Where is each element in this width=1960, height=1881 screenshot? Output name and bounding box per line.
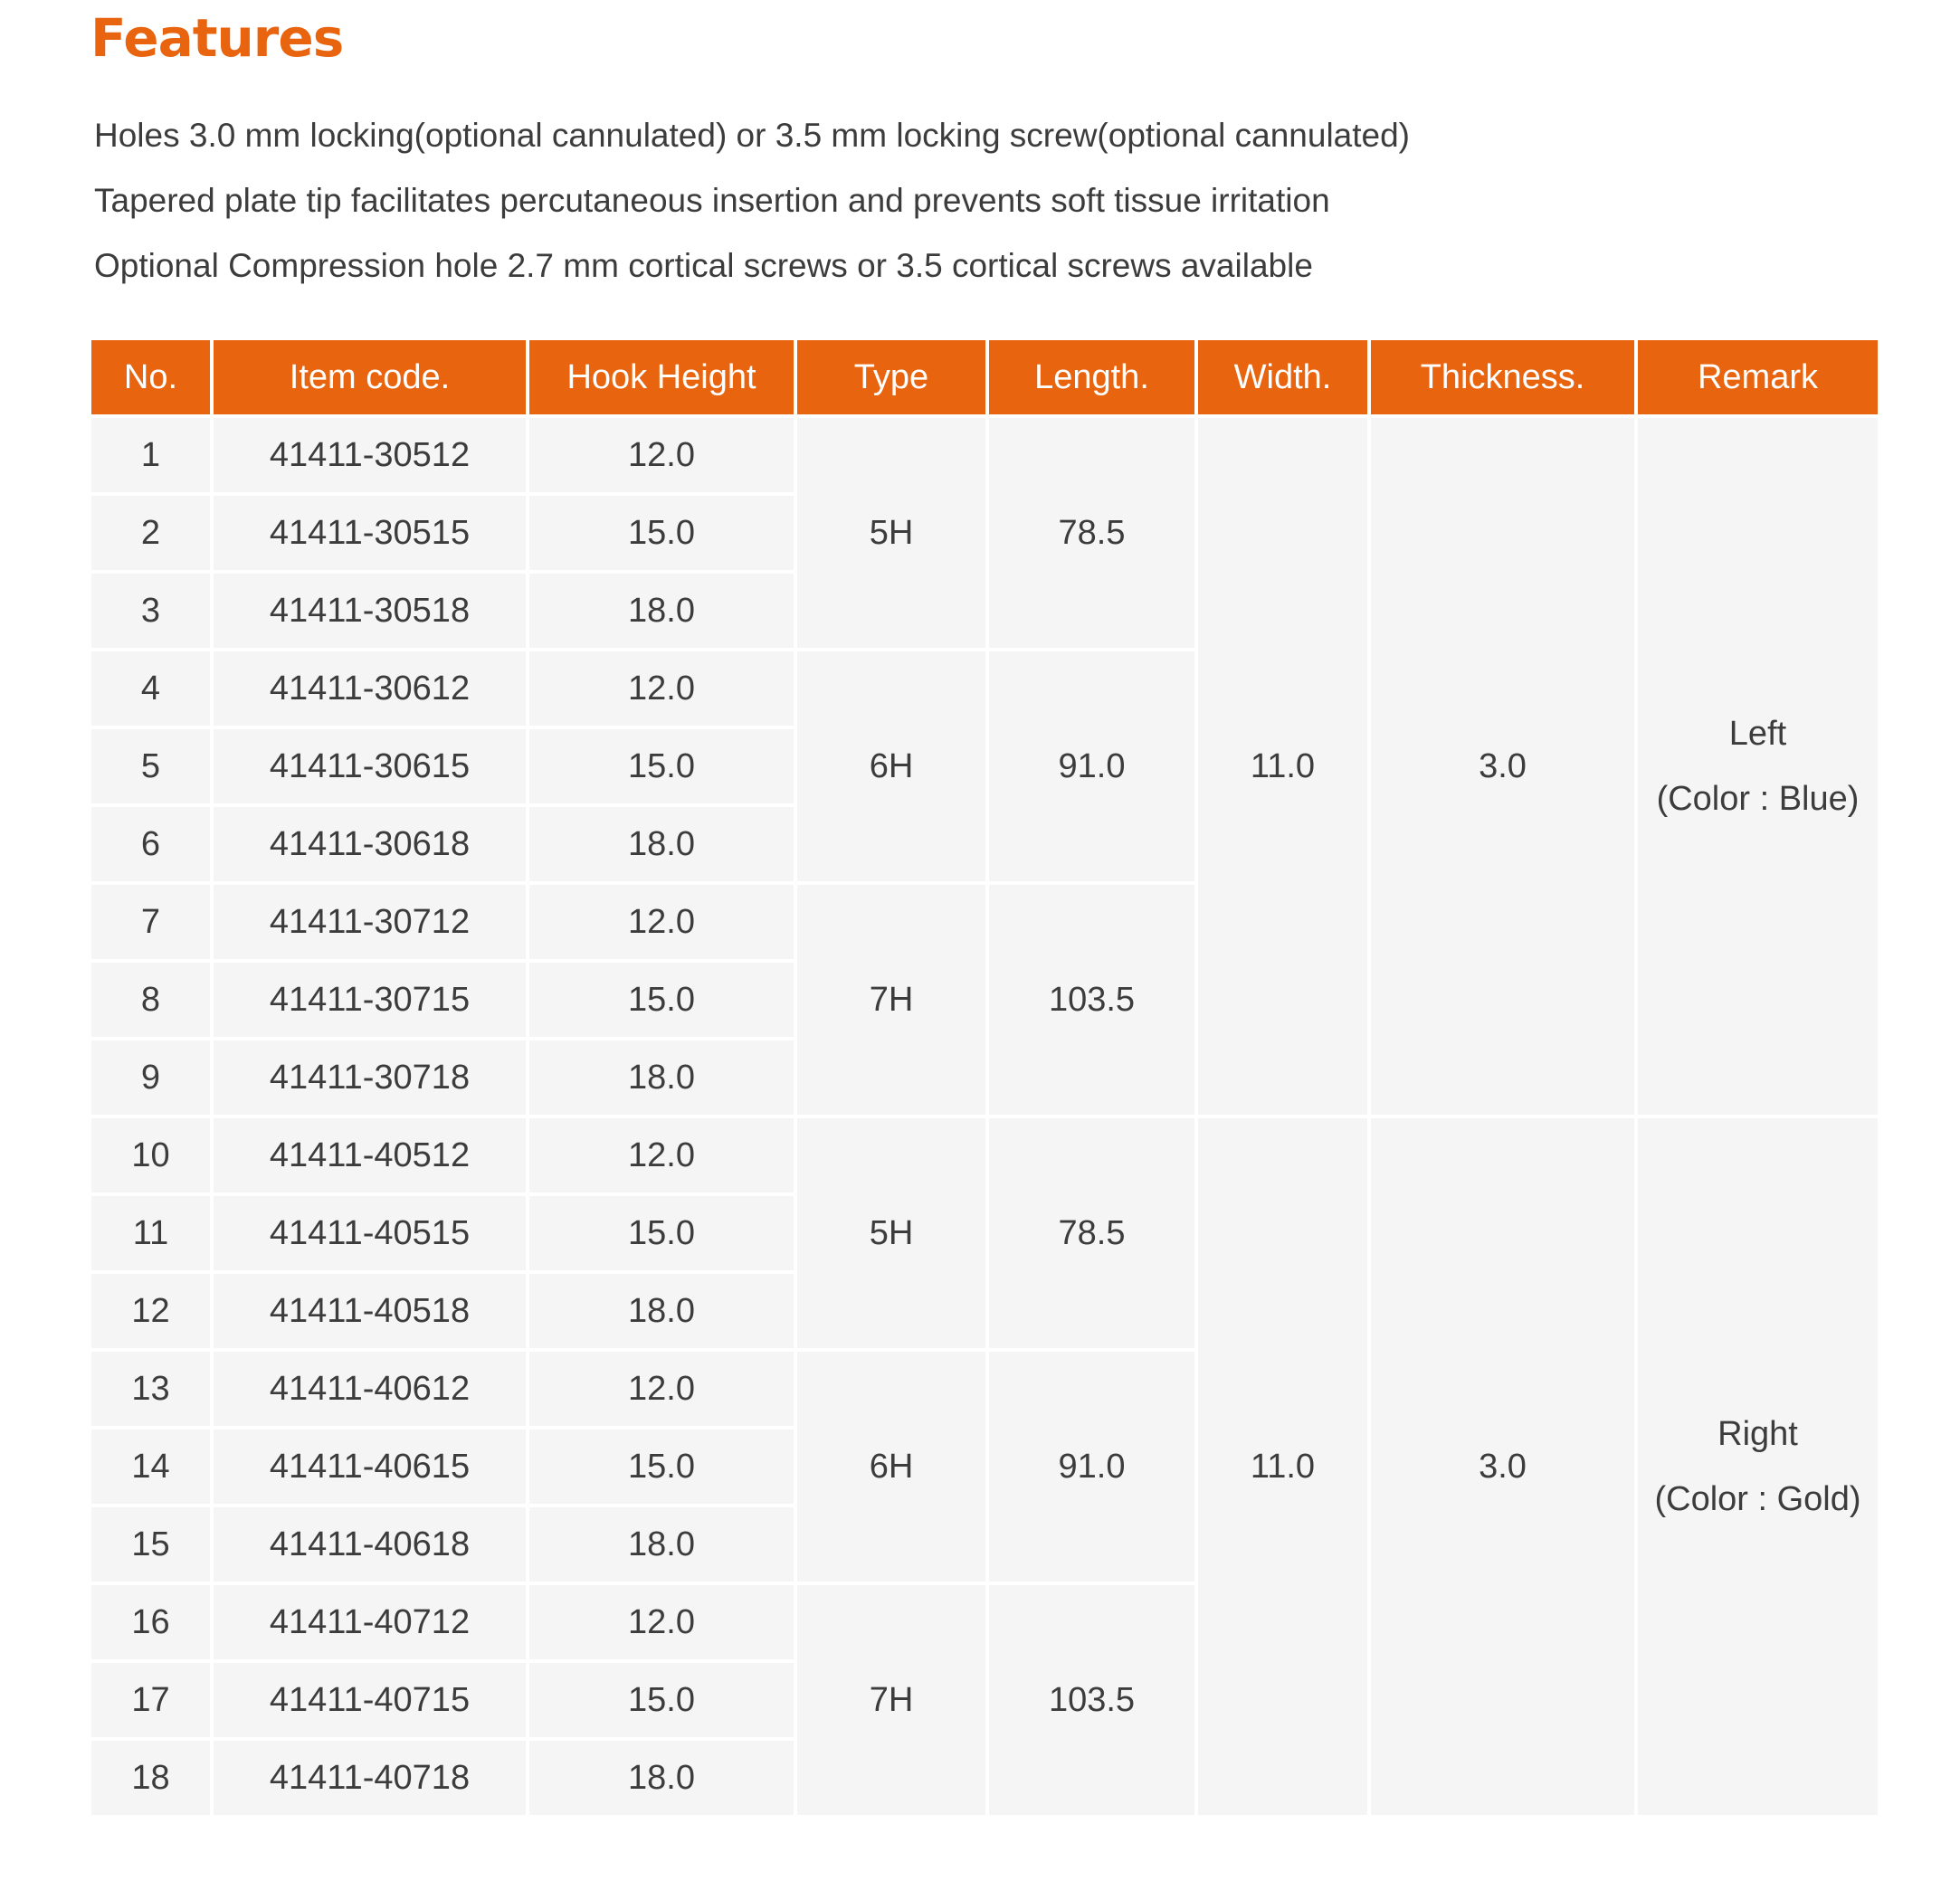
cell-item-code: 41411-30515 xyxy=(214,496,526,570)
cell-hook-height: 12.0 xyxy=(529,1118,794,1192)
cell-hook-height: 15.0 xyxy=(529,496,794,570)
feature-item: Tapered plate tip facilitates percutaneous insertion and prevents soft tissue irritation xyxy=(94,182,1330,219)
cell-item-code: 41411-30615 xyxy=(214,729,526,803)
cell-item-code: 41411-30718 xyxy=(214,1040,526,1115)
cell-no: 16 xyxy=(91,1585,210,1659)
cell-item-code: 41411-30618 xyxy=(214,807,526,881)
cell-no: 8 xyxy=(91,963,210,1037)
cell-no: 6 xyxy=(91,807,210,881)
cell-item-code: 41411-40515 xyxy=(214,1196,526,1270)
cell-hook-height: 12.0 xyxy=(529,1352,794,1426)
cell-item-code: 41411-40712 xyxy=(214,1585,526,1659)
cell-width: 11.0 xyxy=(1198,1118,1367,1815)
cell-length: 91.0 xyxy=(989,651,1194,881)
cell-no: 3 xyxy=(91,574,210,648)
cell-item-code: 41411-40512 xyxy=(214,1118,526,1192)
header-length: Length. xyxy=(989,340,1194,414)
cell-item-code: 41411-40612 xyxy=(214,1352,526,1426)
cell-length: 78.5 xyxy=(989,418,1194,648)
cell-no: 7 xyxy=(91,885,210,959)
cell-hook-height: 15.0 xyxy=(529,1663,794,1737)
feature-item: Optional Compression hole 2.7 mm cortical screws or 3.5 cortical screws available xyxy=(94,247,1313,284)
cell-remark xyxy=(1638,1118,1878,1815)
header-item-code: Item code. xyxy=(214,340,526,414)
remark-color: (Color : Blue) xyxy=(1656,780,1860,818)
features-list xyxy=(94,110,1886,306)
cell-hook-height: 15.0 xyxy=(529,1196,794,1270)
cell-item-code: 41411-40518 xyxy=(214,1274,526,1348)
cell-width: 11.0 xyxy=(1198,418,1367,1115)
table-row xyxy=(91,418,1878,492)
cell-hook-height: 12.0 xyxy=(529,885,794,959)
spec-table xyxy=(88,337,1881,1819)
cell-length: 91.0 xyxy=(989,1352,1194,1582)
cell-no: 17 xyxy=(91,1663,210,1737)
cell-item-code: 41411-30512 xyxy=(214,418,526,492)
cell-hook-height: 12.0 xyxy=(529,651,794,726)
header-type: Type xyxy=(797,340,985,414)
cell-no: 1 xyxy=(91,418,210,492)
cell-no: 5 xyxy=(91,729,210,803)
cell-no: 2 xyxy=(91,496,210,570)
cell-hook-height: 18.0 xyxy=(529,1040,794,1115)
cell-no: 18 xyxy=(91,1741,210,1815)
cell-hook-height: 12.0 xyxy=(529,418,794,492)
remark-side: Left xyxy=(1728,715,1787,753)
header-thickness: Thickness. xyxy=(1371,340,1634,414)
cell-hook-height: 15.0 xyxy=(529,729,794,803)
header-remark: Remark xyxy=(1638,340,1878,414)
cell-item-code: 41411-40615 xyxy=(214,1430,526,1504)
cell-length: 103.5 xyxy=(989,885,1194,1115)
cell-item-code: 41411-30612 xyxy=(214,651,526,726)
cell-no: 12 xyxy=(91,1274,210,1348)
cell-remark xyxy=(1638,418,1878,1115)
cell-thickness: 3.0 xyxy=(1371,418,1634,1115)
cell-type: 7H xyxy=(797,885,985,1115)
cell-no: 9 xyxy=(91,1040,210,1115)
cell-thickness: 3.0 xyxy=(1371,1118,1634,1815)
cell-no: 15 xyxy=(91,1507,210,1582)
cell-no: 4 xyxy=(91,651,210,726)
cell-hook-height: 18.0 xyxy=(529,574,794,648)
remark-side: Right xyxy=(1717,1415,1798,1453)
cell-no: 13 xyxy=(91,1352,210,1426)
cell-item-code: 41411-30712 xyxy=(214,885,526,959)
remark-color: (Color : Gold) xyxy=(1654,1480,1861,1518)
cell-type: 6H xyxy=(797,1352,985,1582)
table-header-row xyxy=(91,340,1878,414)
cell-hook-height: 15.0 xyxy=(529,963,794,1037)
cell-item-code: 41411-40618 xyxy=(214,1507,526,1582)
page-title: Features xyxy=(90,7,344,69)
cell-item-code: 41411-40718 xyxy=(214,1741,526,1815)
cell-type: 5H xyxy=(797,1118,985,1348)
header-hook-height: Hook Height xyxy=(529,340,794,414)
cell-length: 78.5 xyxy=(989,1118,1194,1348)
cell-hook-height: 18.0 xyxy=(529,807,794,881)
cell-length: 103.5 xyxy=(989,1585,1194,1815)
cell-item-code: 41411-40715 xyxy=(214,1663,526,1737)
cell-no: 10 xyxy=(91,1118,210,1192)
cell-hook-height: 18.0 xyxy=(529,1741,794,1815)
cell-type: 6H xyxy=(797,651,985,881)
cell-type: 7H xyxy=(797,1585,985,1815)
cell-hook-height: 12.0 xyxy=(529,1585,794,1659)
header-width: Width. xyxy=(1198,340,1367,414)
cell-item-code: 41411-30518 xyxy=(214,574,526,648)
feature-item: Holes 3.0 mm locking(optional cannulated) or 3.5 mm locking screw(optional cannulated) xyxy=(94,117,1411,154)
cell-no: 11 xyxy=(91,1196,210,1270)
cell-hook-height: 18.0 xyxy=(529,1507,794,1582)
cell-hook-height: 18.0 xyxy=(529,1274,794,1348)
cell-item-code: 41411-30715 xyxy=(214,963,526,1037)
cell-no: 14 xyxy=(91,1430,210,1504)
header-no: No. xyxy=(91,340,210,414)
cell-hook-height: 15.0 xyxy=(529,1430,794,1504)
cell-type: 5H xyxy=(797,418,985,648)
table-row xyxy=(91,1118,1878,1192)
